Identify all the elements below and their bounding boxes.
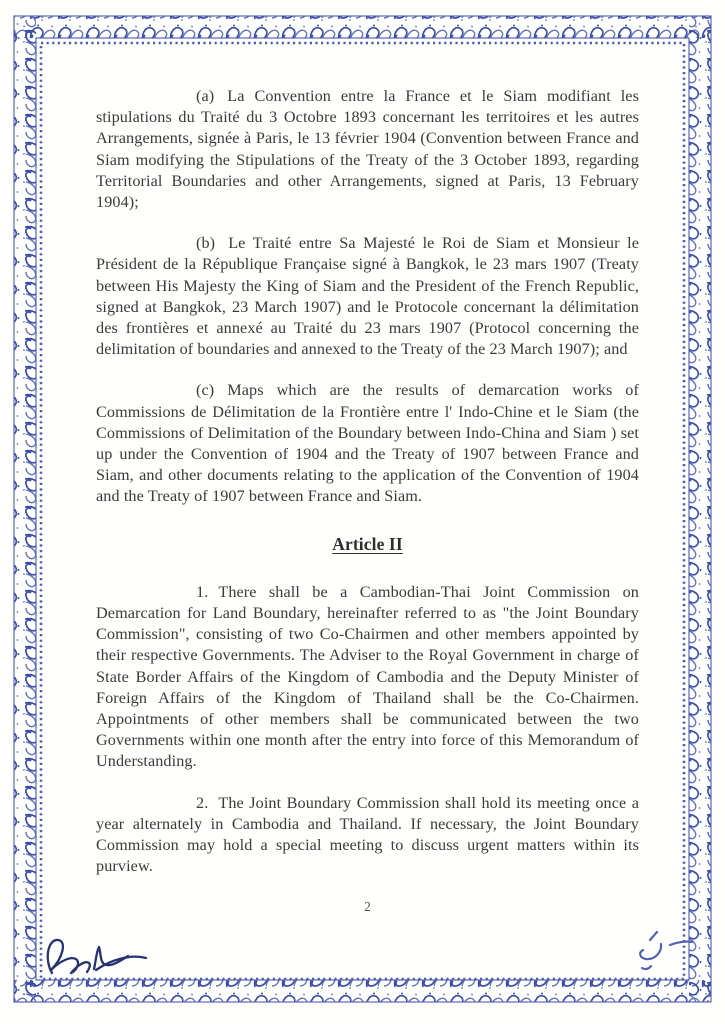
paragraph-1-number: 1.	[196, 582, 209, 601]
article-heading	[96, 534, 639, 555]
recital-c	[96, 380, 639, 507]
recital-a	[96, 86, 639, 213]
signature-initials-left	[36, 925, 166, 995]
recital-a-text: La Convention entre la France et le Siam modifiant les stipulations du Traité du 3 Octobre 1893 concernant les territoires et les autres Arrangements, signée à Paris, le 13 février 1904 (Convention between France and Siam modifying the Stipulations of the Treaty of the 3 October 1893, regarding Territorial Boundaries and other Arrangements, signed at Paris, 13 February 1904);	[96, 87, 639, 212]
article-paragraph-2	[96, 793, 639, 878]
page-number: 2	[364, 899, 371, 914]
article-heading-text: Article II	[332, 533, 403, 554]
paragraph-2-number: 2.	[196, 793, 209, 812]
article-paragraph-1	[96, 582, 639, 773]
paragraph-2-text: The Joint Boundary Commission shall hold its meeting once a year alternately in Cambodia and Thailand. If necessary, the Joint Boundary Commission may hold a special meeting to discuss urgent matters within its purview.	[96, 793, 639, 876]
paragraph-1-text: There shall be a Cambodian-Thai Joint Commission on Demarcation for Land Boundary, hereinafter referred to as "the Joint Boundary Commission", consisting of two Co-Chairmen and other members appointed by their respective Governments. The Adviser to the Royal Government in charge of State Border Affairs of the Kingdom of Cambodia and the Deputy Minister of Foreign Affairs of the Kingdom of Thailand shall be the Co-Chairmen. Appointments of other members shall be communicated between the two Governments within one month after the entry into force of this Memorandum of Understanding.	[96, 582, 639, 771]
signature-initials-right	[612, 928, 702, 988]
recital-b-text: Le Traité entre Sa Majesté le Roi de Siam et Monsieur le Président de la République Française signé à Bangkok, le 23 mars 1907 (Treaty between His Majesty the King of Siam and the President of the French Republic, signed at Bangkok, 23 March 1907) and le Protocole concernant la délimitation des frontières et annexé au Traité du 23 mars 1907 (Protocol concerning the delimitation of boundaries and annexed to the Treaty of the 23 March 1907); and	[96, 234, 639, 359]
recital-b-label: (b)	[196, 234, 216, 253]
recital-c-label: (c)	[196, 381, 215, 400]
recital-a-label: (a)	[196, 87, 215, 105]
recital-c-text: Maps which are the results of demarcation works of Commissions de Délimitation de la Frontière entre l' Indo-Chine et le Siam (the Commissions of Delimitation of the Boundary between Indo-China and Siam ) set up under the Convention of 1904 and the Treaty of 1907 between France and Siam, and other documents relating to the application of the Convention of 1904 and the Treaty of 1907 between France and Siam.	[96, 381, 639, 506]
document-body	[96, 0, 639, 898]
recital-b	[96, 233, 639, 360]
